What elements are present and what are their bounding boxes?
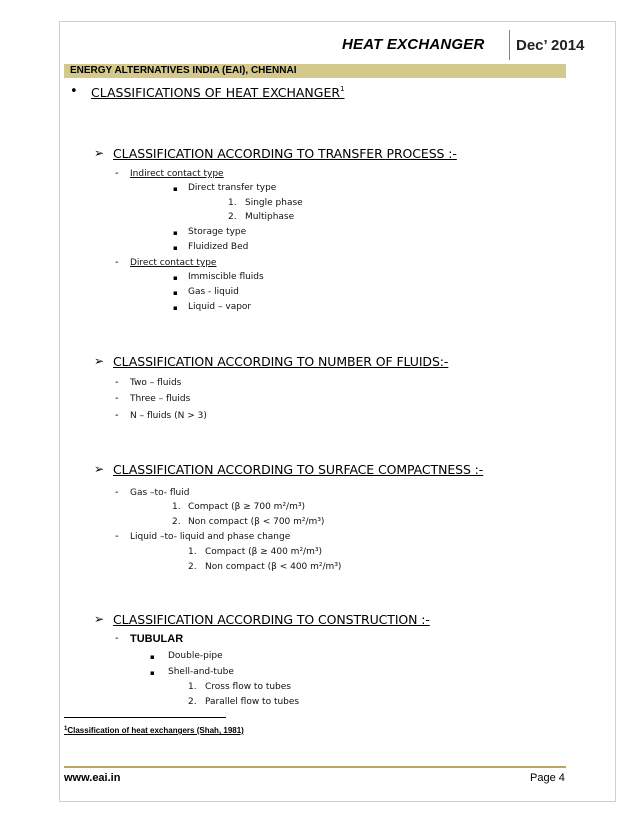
arrow-bullet-icon: ➢ (94, 462, 105, 476)
arrow-bullet-icon: ➢ (94, 146, 105, 160)
footnote (64, 726, 244, 735)
number-marker: 1. (172, 502, 181, 512)
item-direct-contact: Direct contact type (130, 258, 217, 268)
dash-marker: - (115, 257, 119, 268)
item-indirect-contact: Indirect contact type (130, 169, 224, 179)
square-bullet-icon: ▪ (173, 274, 178, 282)
footnote-text: Classification of heat exchangers (Shah, 1981) (67, 726, 244, 735)
number-marker: 2. (188, 697, 197, 707)
item-gas-compact: Compact (β ≥ 700 m²/m³) (188, 502, 305, 512)
dash-marker: - (115, 168, 119, 179)
section-heading-number-of-fluids: CLASSIFICATION ACCORDING TO NUMBER OF FLUIDS:- (113, 354, 449, 369)
footnote-reference[interactable]: 1 (340, 85, 345, 93)
item-fluidized-bed: Fluidized Bed (188, 242, 249, 252)
number-marker: 1. (188, 682, 197, 692)
item-liquid-vapor: Liquid – vapor (188, 302, 252, 312)
item-gas-liquid: Gas - liquid (188, 287, 239, 297)
footnote-number: 1 (64, 726, 68, 732)
square-bullet-icon: ▪ (173, 289, 178, 297)
item-gas-noncompact: Non compact (β < 700 m²/m³) (188, 517, 325, 527)
item-two-fluids: Two – fluids (130, 378, 182, 388)
header-separator (509, 30, 510, 60)
square-bullet-icon: ▪ (173, 185, 178, 193)
number-marker: 2. (172, 517, 181, 527)
dash-marker: - (115, 410, 119, 421)
dash-marker: - (115, 487, 119, 498)
dash-marker: - (115, 633, 119, 644)
square-bullet-icon: ▪ (150, 669, 155, 677)
item-n-fluids: N – fluids (N > 3) (130, 411, 207, 421)
document-date: Dec’ 2014 (516, 37, 585, 54)
arrow-bullet-icon: ➢ (94, 354, 105, 368)
arrow-bullet-icon: ➢ (94, 612, 105, 626)
dash-marker: - (115, 531, 119, 542)
page-number: Page 4 (530, 772, 565, 784)
item-shell-and-tube: Shell-and-tube (168, 667, 234, 677)
square-bullet-icon: ▪ (150, 653, 155, 661)
footer-website-link[interactable]: www.eai.in (64, 772, 121, 784)
item-single-phase: Single phase (245, 198, 303, 208)
item-tubular: TUBULAR (130, 633, 184, 645)
main-heading-text: CLASSIFICATIONS OF HEAT EXCHANGER (91, 85, 341, 100)
item-gas-to-fluid: Gas –to- fluid (130, 488, 190, 498)
item-three-fluids: Three – fluids (130, 394, 191, 404)
number-marker: 1. (188, 547, 197, 557)
item-liquid-compact: Compact (β ≥ 400 m²/m³) (205, 547, 322, 557)
footer-rule (64, 766, 566, 768)
bullet-icon: • (70, 84, 78, 99)
footnote-separator (64, 717, 226, 718)
square-bullet-icon: ▪ (173, 229, 178, 237)
item-parallel-flow: Parallel flow to tubes (205, 697, 300, 707)
section-heading-transfer-process: CLASSIFICATION ACCORDING TO TRANSFER PROCESS :- (113, 146, 457, 161)
number-marker: 2. (188, 562, 197, 572)
organization-banner: ENERGY ALTERNATIVES INDIA (EAI), CHENNAI (64, 64, 566, 78)
item-immiscible: Immiscible fluids (188, 272, 264, 282)
document-title: HEAT EXCHANGER (342, 36, 485, 53)
square-bullet-icon: ▪ (173, 304, 178, 312)
item-storage-type: Storage type (188, 227, 247, 237)
square-bullet-icon: ▪ (173, 244, 178, 252)
item-liquid-to-liquid: Liquid –to- liquid and phase change (130, 532, 291, 542)
dash-marker: - (115, 377, 119, 388)
item-liquid-noncompact: Non compact (β < 400 m²/m³) (205, 562, 342, 572)
item-double-pipe: Double-pipe (168, 651, 223, 661)
dash-marker: - (115, 393, 119, 404)
item-multiphase: Multiphase (245, 212, 295, 222)
number-marker: 2. (228, 212, 237, 222)
number-marker: 1. (228, 198, 237, 208)
item-direct-transfer: Direct transfer type (188, 183, 277, 193)
item-cross-flow: Cross flow to tubes (205, 682, 291, 692)
section-heading-construction: CLASSIFICATION ACCORDING TO CONSTRUCTION :- (113, 612, 430, 627)
section-heading-surface-compactness: CLASSIFICATION ACCORDING TO SURFACE COMPACTNESS :- (113, 462, 484, 477)
main-heading (91, 85, 345, 100)
